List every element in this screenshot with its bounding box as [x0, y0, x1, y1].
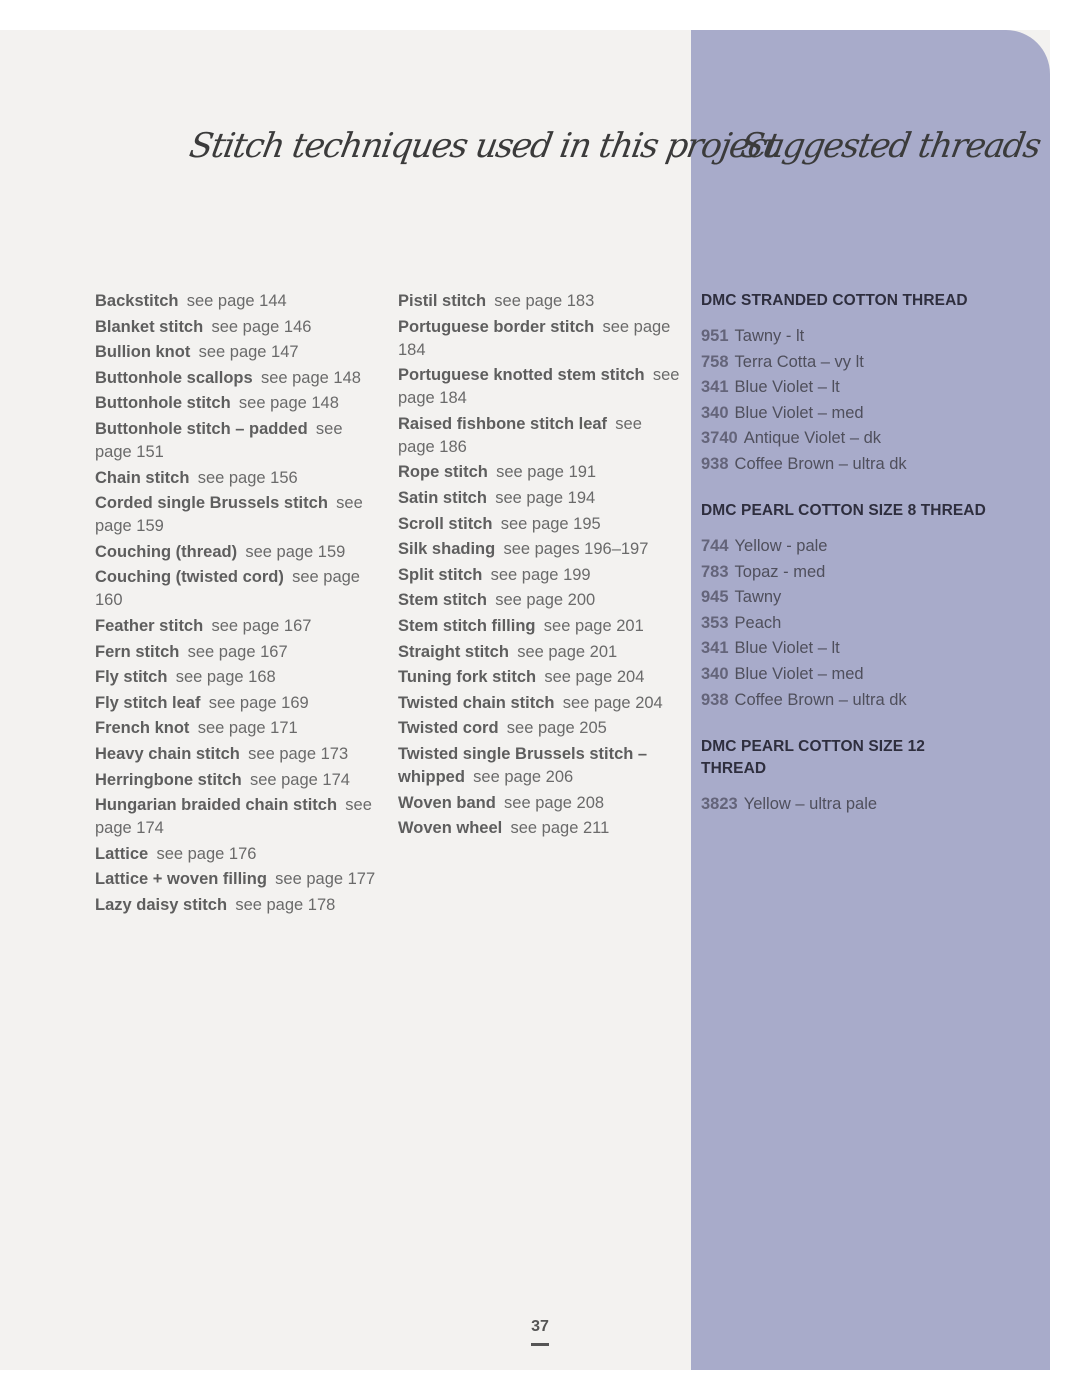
stitch-name: Straight stitch — [398, 642, 509, 661]
thread-code: 3740 — [701, 429, 738, 448]
thread-color-name: Tawny - lt — [734, 327, 805, 345]
stitch-name: Feather stitch — [95, 616, 204, 635]
stitch-name: Couching (twisted cord) — [95, 568, 284, 587]
stitch-list-column-1 — [95, 290, 380, 919]
page-reference: see page 200 — [495, 591, 596, 610]
page-reference: see page 159 — [245, 542, 346, 561]
page-reference: see page 159 — [95, 494, 363, 536]
thread-color-name: Coffee Brown – ultra dk — [734, 454, 907, 473]
stitch-name: Corded single Brussels stitch — [95, 494, 328, 513]
stitch-name: Woven wheel — [398, 819, 503, 838]
page-reference: see page 204 — [562, 693, 663, 712]
suggested-threads-title: Suggested threads — [737, 126, 1044, 166]
thread-code: 340 — [701, 403, 729, 422]
stitch-entry — [95, 316, 380, 339]
stitch-entry — [398, 817, 683, 840]
stitch-entry — [398, 513, 683, 536]
page-reference: see page 205 — [506, 719, 607, 738]
thread-code: 341 — [701, 639, 729, 658]
thread-item — [701, 351, 1001, 374]
stitch-name: Fly stitch — [95, 668, 168, 687]
thread-item — [701, 612, 1001, 635]
page-reference: see page 184 — [398, 366, 680, 408]
thread-color-name: Peach — [734, 613, 782, 632]
stitch-entry — [95, 868, 380, 891]
page-reference: see page 168 — [175, 668, 276, 687]
page-reference: see page 174 — [95, 796, 372, 838]
page-reference: see page 204 — [544, 668, 645, 687]
stitch-entry — [398, 666, 683, 689]
stitch-name: Hungarian braided chain stitch — [95, 796, 338, 815]
thread-group — [701, 736, 1001, 816]
stitch-entry — [95, 290, 380, 313]
stitch-name: Portuguese knotted stem stitch — [398, 366, 645, 385]
thread-item — [701, 689, 1001, 712]
thread-color-name: Tawny — [734, 588, 782, 607]
stitch-name: Lazy daisy stitch — [95, 895, 228, 914]
stitch-entry — [398, 564, 683, 587]
page-reference: see page 199 — [490, 565, 591, 584]
page-number-rule — [531, 1343, 549, 1346]
page-reference: see page 148 — [238, 394, 339, 413]
thread-item — [701, 402, 1001, 425]
stitch-name: Split stitch — [398, 565, 483, 584]
stitch-entry — [95, 341, 380, 364]
stitch-entry — [398, 792, 683, 815]
stitch-name: Woven band — [398, 793, 496, 812]
page-reference: see page 194 — [495, 488, 596, 507]
stitch-entry — [95, 418, 380, 464]
stitch-entry — [95, 717, 380, 740]
page-number: 37 — [531, 1318, 549, 1335]
page-reference: see page 146 — [211, 317, 312, 336]
page-reference: see page 144 — [186, 292, 287, 310]
thread-code: 340 — [701, 664, 729, 683]
page-reference: see page 156 — [197, 468, 298, 487]
stitch-name: Lattice + woven filling — [95, 870, 267, 889]
stitch-name: Tuning fork stitch — [398, 668, 537, 687]
stitch-entry — [95, 615, 380, 638]
thread-code: 353 — [701, 613, 729, 632]
stitch-entry — [398, 364, 683, 410]
thread-group-title: DMC PEARL COTTON SIZE 8 THREAD — [701, 501, 986, 519]
stitch-name: Twisted single Brussels stitch – whipped — [398, 744, 648, 786]
page-reference: see page 201 — [543, 616, 644, 635]
stitch-name: Raised fishbone stitch leaf — [398, 414, 608, 433]
stitch-entry — [95, 641, 380, 664]
page-reference: see pages 196–197 — [503, 540, 649, 559]
stitch-techniques-title: Stitch techniques used in this project — [186, 126, 782, 166]
page-reference: see page 167 — [211, 616, 312, 635]
thread-item — [701, 793, 1001, 816]
page-reference: see page 171 — [197, 719, 298, 738]
stitch-name: Blanket stitch — [95, 317, 204, 336]
page-reference: see page 174 — [249, 770, 350, 789]
thread-code: 951 — [701, 327, 729, 345]
page-reference: see page 173 — [248, 744, 349, 763]
thread-color-name: Blue Violet – med — [734, 664, 864, 683]
thread-color-name: Topaz - med — [734, 562, 826, 581]
stitch-name: Portuguese border stitch — [398, 317, 595, 336]
thread-group — [701, 290, 1001, 476]
stitch-entry — [398, 615, 683, 638]
stitch-entry — [95, 794, 380, 840]
thread-group-title: DMC STRANDED COTTON THREAD — [701, 292, 968, 309]
stitch-entry — [398, 717, 683, 740]
stitch-entry — [95, 843, 380, 866]
stitch-entry — [95, 367, 380, 390]
stitch-name: Silk shading — [398, 540, 496, 559]
stitch-list-column-2 — [398, 290, 683, 843]
stitch-entry — [95, 894, 380, 917]
thread-color-name: Terra Cotta – vy lt — [734, 352, 864, 371]
page-reference: see page 191 — [496, 463, 597, 482]
thread-color-name: Blue Violet – med — [734, 403, 864, 422]
stitch-name: Fern stitch — [95, 642, 180, 661]
page-reference: see page 151 — [95, 419, 343, 461]
stitch-name: Buttonhole stitch – padded — [95, 419, 308, 438]
stitch-entry — [95, 492, 380, 538]
page-reference: see page 211 — [510, 819, 610, 838]
stitch-entry — [95, 392, 380, 415]
stitch-name: Twisted chain stitch — [398, 693, 555, 712]
stitch-entry — [95, 769, 380, 792]
page-reference: see page 186 — [398, 414, 642, 456]
thread-color-name: Yellow - pale — [734, 536, 828, 555]
thread-item — [701, 637, 1001, 660]
stitch-entry — [398, 743, 683, 789]
thread-item — [701, 663, 1001, 686]
stitch-entry — [95, 743, 380, 766]
page-reference: see page 195 — [500, 514, 601, 533]
stitch-name: Couching (thread) — [95, 542, 238, 561]
page — [0, 30, 1050, 1370]
stitch-entry — [95, 692, 380, 715]
stitch-name: Stem stitch — [398, 591, 487, 610]
thread-code: 3823 — [701, 794, 738, 813]
stitch-name: Pistil stitch — [398, 292, 487, 310]
thread-color-name: Antique Violet – dk — [743, 429, 882, 448]
stitch-entry — [398, 589, 683, 612]
page-reference: see page 177 — [275, 870, 376, 889]
page-reference: see page 206 — [473, 767, 574, 786]
stitch-entry — [95, 541, 380, 564]
stitch-name: Chain stitch — [95, 468, 190, 487]
stitch-name: Stem stitch filling — [398, 616, 536, 635]
thread-color-name: Yellow – ultra pale — [743, 794, 878, 813]
stitch-name: Bullion knot — [95, 343, 191, 362]
stitch-name: Buttonhole stitch — [95, 394, 231, 413]
thread-group — [701, 500, 1001, 712]
thread-item — [701, 535, 1001, 558]
thread-code: 945 — [701, 588, 729, 607]
page-reference: see page 148 — [260, 368, 361, 387]
stitch-name: Fly stitch leaf — [95, 693, 201, 712]
thread-color-name: Coffee Brown – ultra dk — [734, 690, 907, 709]
stitch-name: Herringbone stitch — [95, 770, 242, 789]
stitch-name: Satin stitch — [398, 488, 487, 507]
thread-color-name: Blue Violet – lt — [734, 378, 840, 397]
stitch-entry — [398, 290, 683, 313]
thread-code: 938 — [701, 454, 729, 473]
thread-code: 783 — [701, 562, 729, 581]
stitch-name: Scroll stitch — [398, 514, 493, 533]
stitch-entry — [398, 461, 683, 484]
thread-code: 744 — [701, 536, 729, 555]
thread-code: 758 — [701, 352, 729, 371]
stitch-entry — [398, 413, 683, 459]
stitch-name: Heavy chain stitch — [95, 744, 240, 763]
thread-code: 938 — [701, 690, 729, 709]
thread-item — [701, 586, 1001, 609]
thread-item — [701, 427, 1001, 450]
stitch-entry — [398, 692, 683, 715]
stitch-entry — [95, 467, 380, 490]
thread-item — [701, 453, 1001, 476]
page-reference: see page 176 — [156, 844, 257, 863]
stitch-entry — [398, 487, 683, 510]
stitch-name: Backstitch — [95, 292, 179, 310]
thread-item — [701, 376, 1001, 399]
thread-code: 341 — [701, 378, 729, 397]
page-reference: see page 160 — [95, 568, 360, 610]
stitch-name: French knot — [95, 719, 190, 738]
thread-group-title: DMC PEARL COTTON SIZE 12 THREAD — [701, 737, 926, 777]
page-reference: see page 178 — [235, 895, 336, 914]
thread-list — [701, 290, 1001, 840]
stitch-name: Buttonhole scallops — [95, 368, 253, 387]
stitch-name: Lattice — [95, 844, 149, 863]
stitch-name: Twisted cord — [398, 719, 499, 738]
thread-item — [701, 325, 1001, 348]
page-reference: see page 169 — [208, 693, 309, 712]
page-reference: see page 183 — [494, 292, 595, 310]
stitch-entry — [398, 316, 683, 362]
thread-color-name: Blue Violet – lt — [734, 639, 840, 658]
page-reference: see page 201 — [517, 642, 618, 661]
stitch-entry — [95, 666, 380, 689]
page-reference: see page 184 — [398, 317, 671, 359]
thread-item — [701, 561, 1001, 584]
page-reference: see page 167 — [187, 642, 288, 661]
page-reference: see page 147 — [198, 343, 299, 362]
stitch-entry — [398, 538, 683, 561]
stitch-entry — [95, 566, 380, 612]
stitch-entry — [398, 641, 683, 664]
stitch-name: Rope stitch — [398, 463, 488, 482]
page-reference: see page 208 — [504, 793, 605, 812]
